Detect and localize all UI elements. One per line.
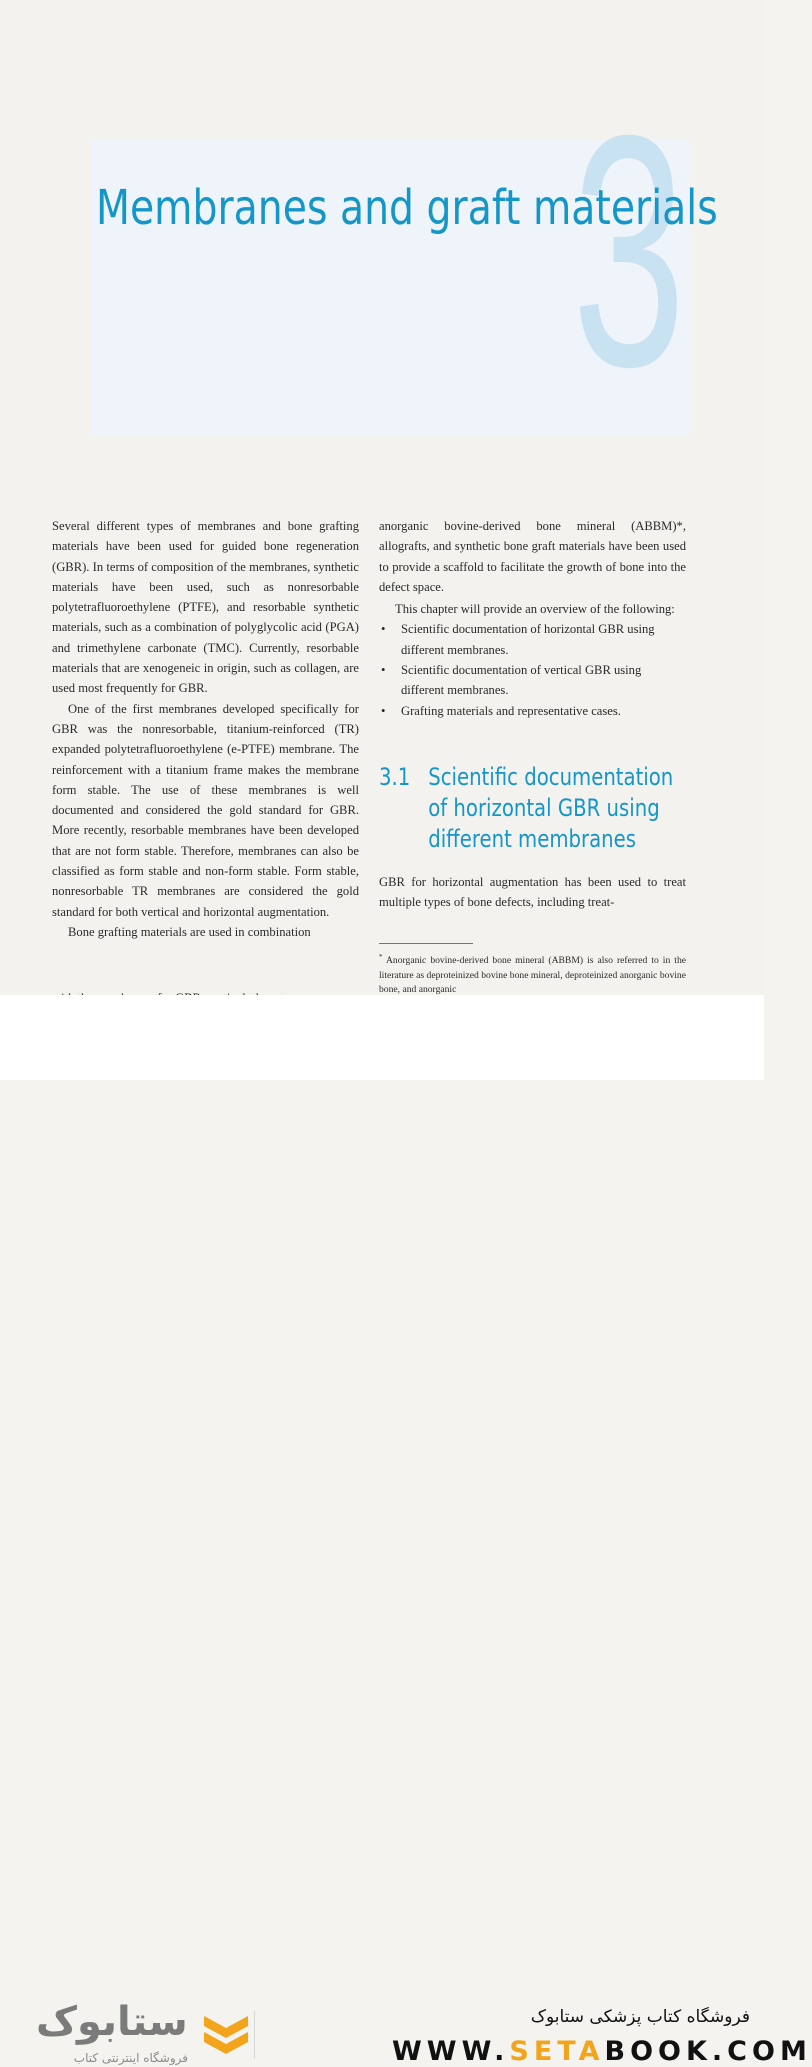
section-heading bbox=[379, 762, 673, 855]
footnote-marker: * bbox=[379, 953, 383, 961]
paragraph: anorganic bovine-derived bone mineral (ABBM)*, allografts, and synthetic bone graft materials have been used to provide a scaffold to facilitate the growth of bone into the defect space. bbox=[379, 519, 686, 594]
footnote-rule bbox=[379, 943, 473, 944]
section-title-line: Scientific documentation bbox=[428, 763, 674, 791]
section-title-line: of horizontal GBR using bbox=[428, 794, 660, 822]
url-suffix: BOOK.COM bbox=[604, 2036, 812, 2067]
book-page bbox=[0, 0, 764, 995]
chapter-title: Membranes and graft materials bbox=[96, 180, 718, 236]
watermark-footer bbox=[0, 995, 812, 2067]
paragraph: One of the first membranes developed specifically for GBR was the nonresorbable, titanium-reinforced (TR) expanded polytetrafluoroethylene (e-PTFE) membrane. The reinforcement with a titanium frame makes the membrane form stable. The use of these membranes is well documented and considered the gold standard for GBR. More recently, resorbable membranes have been developed that are not form stable. Therefore, membranes can also be classified as form stable and non-form stable. Form stable, nonresorbable TR membranes are considered the gold standard for both vertical and horizontal augmentation. bbox=[52, 701, 359, 919]
left-column bbox=[52, 516, 359, 942]
url-prefix: WWW. bbox=[392, 2036, 510, 2067]
footnote-text: Anorganic bovine-derived bone mineral (ABBM) is also referred to in the literature as deproteinized bovine bone mineral, deproteinized anorganic bovine bone, and anorganic bbox=[379, 955, 687, 996]
logo-name: ستابوک bbox=[36, 1999, 188, 2045]
logo-chevron-icon bbox=[204, 2012, 248, 2058]
website-url[interactable] bbox=[392, 2036, 812, 2067]
section-number: 3.1 bbox=[379, 763, 411, 791]
list-item: • Grafting materials and representative cases. bbox=[379, 701, 686, 721]
paragraph: This chapter will provide an overview of the following: bbox=[395, 602, 675, 617]
right-column bbox=[379, 516, 686, 721]
paragraph: Several different types of membranes and bone grafting materials have been used for guided bone regeneration (GBR). In terms of composition of the membranes, synthetic materials have been used, such as nonresorbable polytetrafluoroethylene (PTFE), and resorbable synthetic materials, such as a combination of polyglycolic acid (PGA) and trimethylene carbonate (TMC). Currently, resorbable materials that are xenogeneic in origin, such as collagen, are used most frequently for GBR. bbox=[52, 519, 359, 696]
list-item: • Scientific documentation of vertical GBR using different membranes. bbox=[379, 660, 686, 701]
chapter-number: 3 bbox=[572, 66, 686, 435]
paragraph: Bone grafting materials are used in combination bbox=[68, 924, 311, 939]
bullet-list bbox=[379, 619, 686, 720]
logo-divider bbox=[254, 2011, 255, 2059]
list-item: • Scientific documentation of horizontal GBR using different membranes. bbox=[379, 619, 686, 660]
section-title-line: different membranes bbox=[428, 825, 636, 853]
footnote bbox=[379, 950, 686, 998]
logo-subtitle: فروشگاه اینترنتی کتاب bbox=[73, 2051, 188, 2065]
url-accent: SETA bbox=[509, 2036, 605, 2067]
section-body: GBR for horizontal augmentation has been used to treat multiple types of bone defects, including treat- bbox=[379, 875, 686, 910]
shop-name: فروشگاه کتاب پزشکی ستابوک bbox=[530, 2007, 750, 2027]
